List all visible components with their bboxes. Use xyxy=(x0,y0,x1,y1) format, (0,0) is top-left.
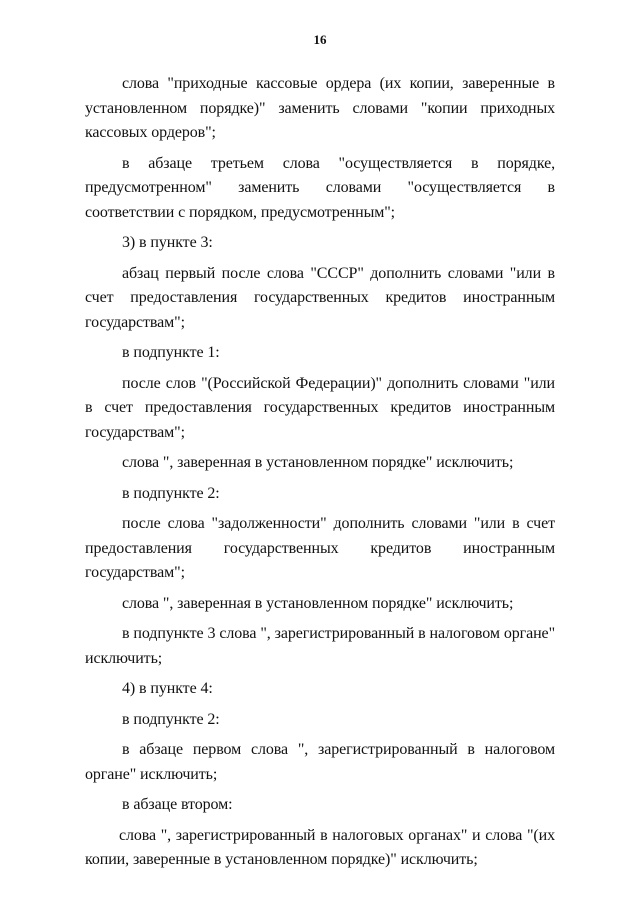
paragraph: в подпункте 2: xyxy=(122,484,220,502)
paragraph: в абзаце втором: xyxy=(122,796,233,813)
paragraph: слова ", зарегистрированный в налоговых органах" и слова "(их копии, заверенные в установленном порядке)" исключить; xyxy=(85,826,555,868)
paragraph: в подпункте 1: xyxy=(122,344,220,361)
paragraph: слова ", заверенная в установленном порядке" исключить; xyxy=(122,594,514,612)
paragraph: после слова "задолженности" дополнить словами "или в счет предоставления государственных кредитов иностранным государствам"; xyxy=(85,515,555,581)
paragraph: в подпункте 3 слова ", зарегистрированный в налоговом органе" исключить; xyxy=(85,625,555,667)
paragraph: абзац первый после слова "СССР" дополнить словами "или в счет предоставления государственных кредитов иностранным государствам"; xyxy=(85,264,555,331)
page-number: 16 xyxy=(313,32,327,47)
paragraph: слова ", заверенная в установленном порядке" исключить; xyxy=(122,454,514,471)
paragraph: слова "приходные кассовые ордера (их копии, заверенные в установленном порядке)" заменить словами "копии приходных кассовых ордеров"; xyxy=(85,75,555,141)
document-body xyxy=(85,72,555,879)
paragraph: в абзаце третьем слова "осуществляется в порядке, предусмотренном" заменить словами "осуществляется в соответствии с порядком, предусмотренным"; xyxy=(85,154,555,221)
paragraph: в абзаце первом слова ", зарегистрированный в налоговом органе" исключить; xyxy=(85,741,555,783)
paragraph: 3) в пункте 3: xyxy=(122,234,213,251)
paragraph: 4) в пункте 4: xyxy=(122,680,213,697)
paragraph: после слов "(Российской Федерации)" дополнить словами "или в счет предоставления государственных кредитов иностранным государствам"; xyxy=(85,374,555,441)
paragraph: в подпункте 2: xyxy=(122,710,220,728)
